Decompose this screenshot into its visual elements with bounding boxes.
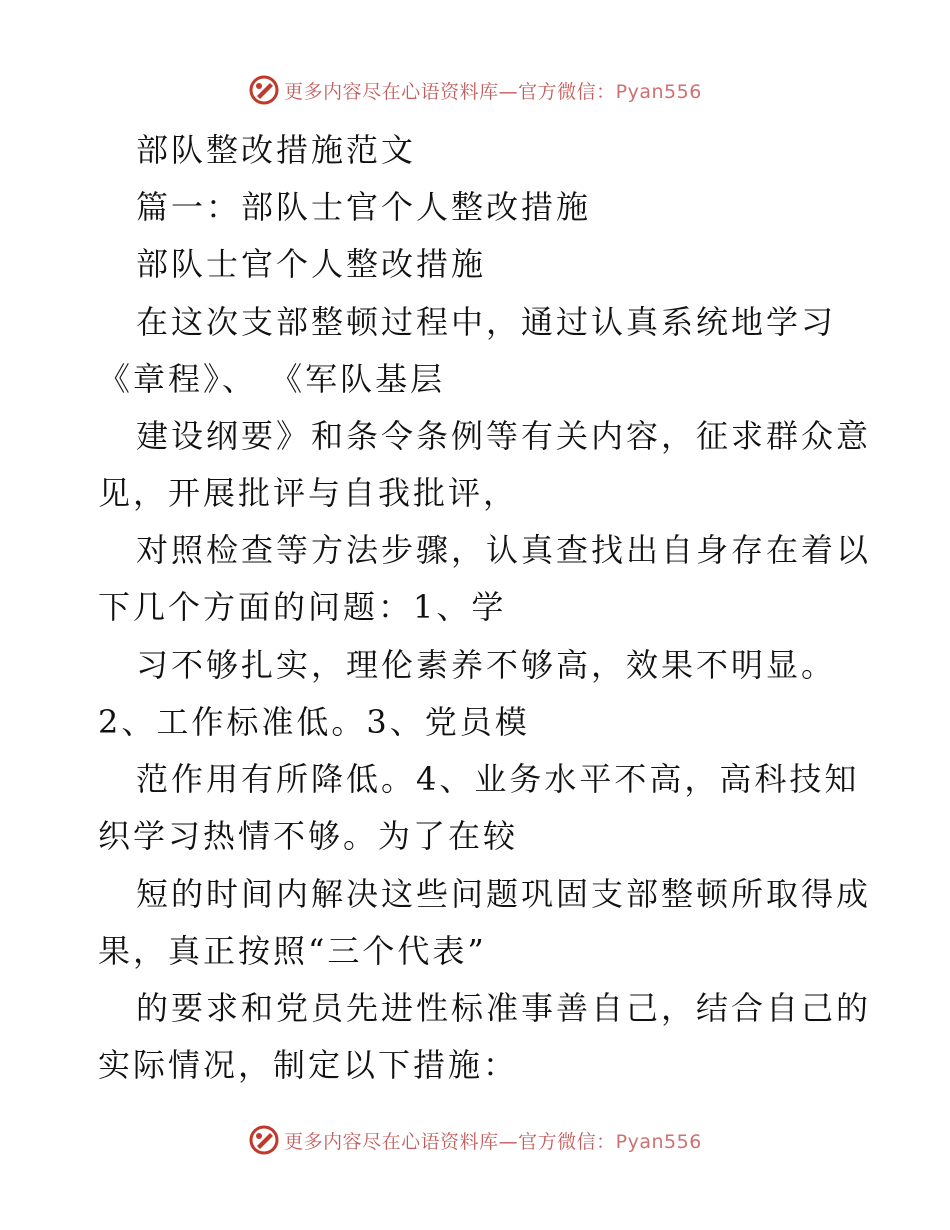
document-title: 部队整改措施范文 <box>136 131 417 169</box>
watermark-text: 更多内容尽在心语资料库—官方微信：Pyan556 <box>284 80 702 103</box>
paragraph-line: 建设纲要》和条令条例等有关内容，征求群众意 <box>136 417 872 455</box>
header-watermark <box>0 72 950 108</box>
section-heading: 篇一：部队士官个人整改措施 <box>136 188 592 226</box>
paragraph-line: 实际情况，制定以下措施： <box>98 1046 519 1084</box>
paragraph-line: 的要求和党员先进性标准事善自己，结合自己的 <box>136 989 872 1027</box>
subsection-heading: 部队士官个人整改措施 <box>136 245 487 283</box>
logo-icon <box>248 74 280 106</box>
watermark-wechat: Pyan556 <box>615 80 702 103</box>
paragraph-line: 《章程》、 《军队基层 <box>98 360 446 398</box>
paragraph-line: 织学习热情不够。为了在较 <box>98 817 519 855</box>
paragraph-line: 见，开展批评与自我批评， <box>98 474 519 512</box>
footer-watermark <box>0 1122 950 1158</box>
paragraph-line: 果，真正按照“三个代表” <box>98 932 487 970</box>
logo-icon <box>248 1124 280 1156</box>
paragraph-line: 短的时间内解决这些问题巩固支部整顿所取得成 <box>136 875 872 913</box>
watermark-wechat: Pyan556 <box>615 1130 702 1153</box>
paragraph-line: 对照检查等方法步骤，认真查找出自身存在着以 <box>136 531 872 569</box>
paragraph-line: 在这次支部整顿过程中，通过认真系统地学习 <box>136 303 837 341</box>
paragraph-line: 2、工作标准低。3、党员模 <box>98 703 530 741</box>
watermark-text: 更多内容尽在心语资料库—官方微信：Pyan556 <box>284 1130 702 1153</box>
paragraph-line: 范作用有所降低。4、业务水平不高，高科技知 <box>136 760 860 798</box>
paragraph-line: 下几个方面的问题：1、学 <box>98 588 507 626</box>
paragraph-line: 习不够扎实，理伦素养不够高，效果不明显。 <box>136 646 837 684</box>
